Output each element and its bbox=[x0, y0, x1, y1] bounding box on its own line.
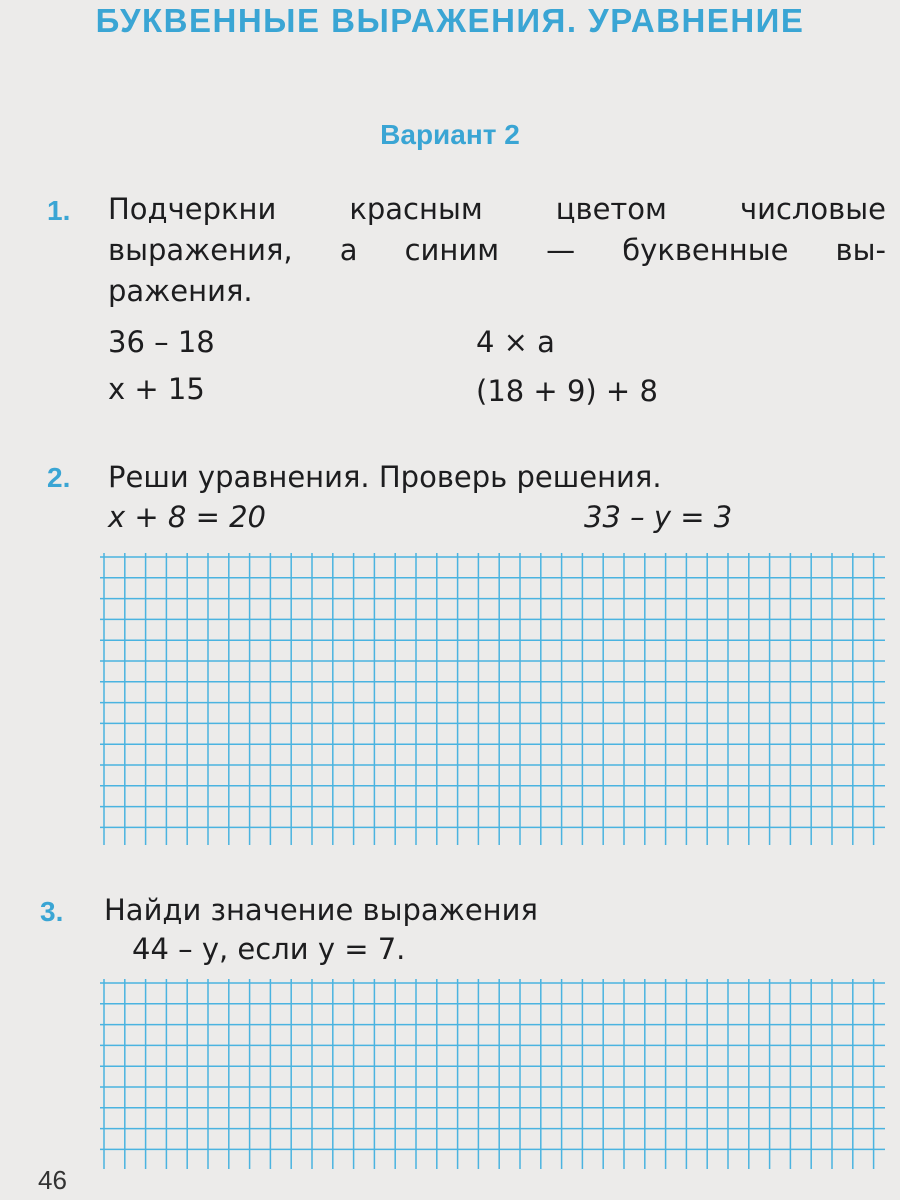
page-number: 46 bbox=[38, 1165, 67, 1195]
page-title: БУКВЕННЫЕ ВЫРАЖЕНИЯ. УРАВНЕНИЕ bbox=[95, 2, 805, 39]
task3-line-2: 44 – y, если y = 7. bbox=[132, 932, 406, 966]
answer-grid-task3[interactable] bbox=[100, 979, 885, 1169]
task3-line-1: Найди значение выражения bbox=[104, 893, 538, 927]
task3-number: 3. bbox=[40, 896, 64, 927]
task2-text: Реши уравнения. Проверь решения. bbox=[108, 460, 662, 494]
variant-heading: Вариант 2 bbox=[380, 119, 520, 150]
task1-number: 1. bbox=[47, 195, 71, 226]
task2-number: 2. bbox=[47, 462, 71, 493]
task2-equation-right: 33 – y = 3 bbox=[584, 500, 733, 534]
expression-2: 4 × a bbox=[476, 325, 555, 359]
task1-line-1: Подчеркни красным цветом числовые bbox=[108, 192, 886, 226]
expression-3: x + 15 bbox=[108, 372, 205, 406]
expression-1: 36 – 18 bbox=[108, 325, 215, 359]
task1-line-3: ражения. bbox=[108, 274, 253, 308]
task1-line-2: выражения, а синим — буквенные вы- bbox=[108, 233, 886, 267]
expression-4: (18 + 9) + 8 bbox=[476, 374, 658, 408]
answer-grid-task2[interactable] bbox=[100, 553, 885, 845]
task2-equation-left: x + 8 = 20 bbox=[108, 500, 266, 534]
